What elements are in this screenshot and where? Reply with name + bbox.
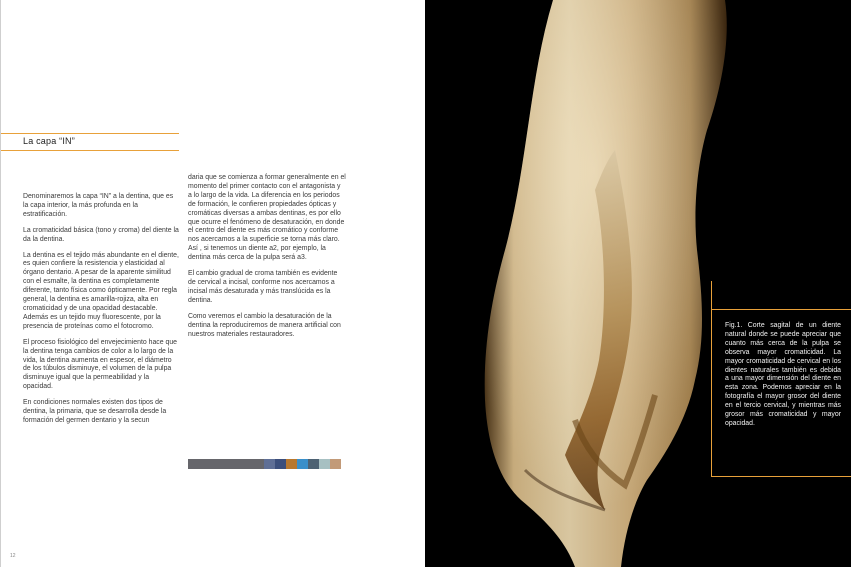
paragraph: Como veremos el cambio la desaturación de la dentina la reproduciremos de manera artificial con nuestros materiales restauradores. <box>188 312 341 338</box>
left-page <box>0 0 425 567</box>
text-column-2 <box>188 174 346 346</box>
text-column-1 <box>23 193 180 433</box>
title-rule-bottom <box>1 150 179 151</box>
swatch <box>286 459 297 469</box>
paragraph: El proceso fisiológico del envejecimiento hace que la dentina tenga cambios de color a lo largo de la vida, la dentina aumenta en espesor, el diámetro de los túbulos disminuye, el volumen de la pulpa disminuye igual que la permeabilidad y la opacidad. <box>23 338 177 391</box>
color-swatch-strip <box>188 459 341 469</box>
title-rule-top <box>1 133 179 134</box>
swatch <box>308 459 319 469</box>
paragraph: La cromaticidad básica (tono y croma) del diente la da la dentina. <box>23 226 179 243</box>
swatch <box>319 459 330 469</box>
swatch <box>188 459 264 469</box>
swatch <box>330 459 341 469</box>
figure-caption: Fig.1. Corte sagital de un diente natural donde se puede apreciar que cuanto más cerca de la pulpa se observa mayor cromaticidad. La mayor cromaticidad de cervical en los dientes naturales también es debida a una mayor dimensión del diente en esta zona. Podemos apreciar en la fotografía el mayor grosor del diente en el tercio cervical, y mientras más grosor más cromaticidad y mayor opacidad. <box>725 322 841 427</box>
section-title: La capa “IN” <box>23 136 75 146</box>
paragraph: El cambio gradual de croma también es evidente de cervical a incisal, conforme nos acercamos a incisal más desaturada y más translúcida es la dentina. <box>188 270 338 304</box>
swatch <box>297 459 308 469</box>
paragraph: La dentina es el tejido más abundante en el diente, es quien confiere la resistencia y elasticidad al órgano dentario. A pesar de la aparente similitud con el esmalte, la dentina es completamente diferente, tanto física como ópticamente. Por regla general, la dentina es amarilla-rojiza, alta en cromaticidad y de una opacidad destacable. Además es un tejido muy fluorescente, por la presencia de proteínas como el fotocromo. <box>23 251 179 330</box>
paragraph: Denominaremos la capa “IN” a la dentina, que es la capa interior, la más profunda en la estratificación. <box>23 193 174 218</box>
paragraph: daria que se comienza a formar generalmente en el momento del primer contacto con el antagonista y a lo largo de la vida. La diferencia en los periodos de formación, le confieren propiedades ópticas y cromáticas diversas a ambas dentinas, es por ello que ocurre el fenómeno de desaturación, en donde el centro del diente es más cromático y conforme nos acercamos a la superficie se torna más claro. Así , si tenemos un diente a2, por ejemplo, la dentina más cerca de la pulpa será a3. <box>188 174 346 262</box>
page-number: 12 <box>10 553 16 559</box>
caption-rule <box>711 309 851 310</box>
swatch <box>275 459 286 469</box>
swatch <box>264 459 275 469</box>
paragraph: En condiciones normales existen dos tipos de dentina, la primaria, que se desarrolla desde la formación del germen dentario y la secun <box>23 399 167 424</box>
